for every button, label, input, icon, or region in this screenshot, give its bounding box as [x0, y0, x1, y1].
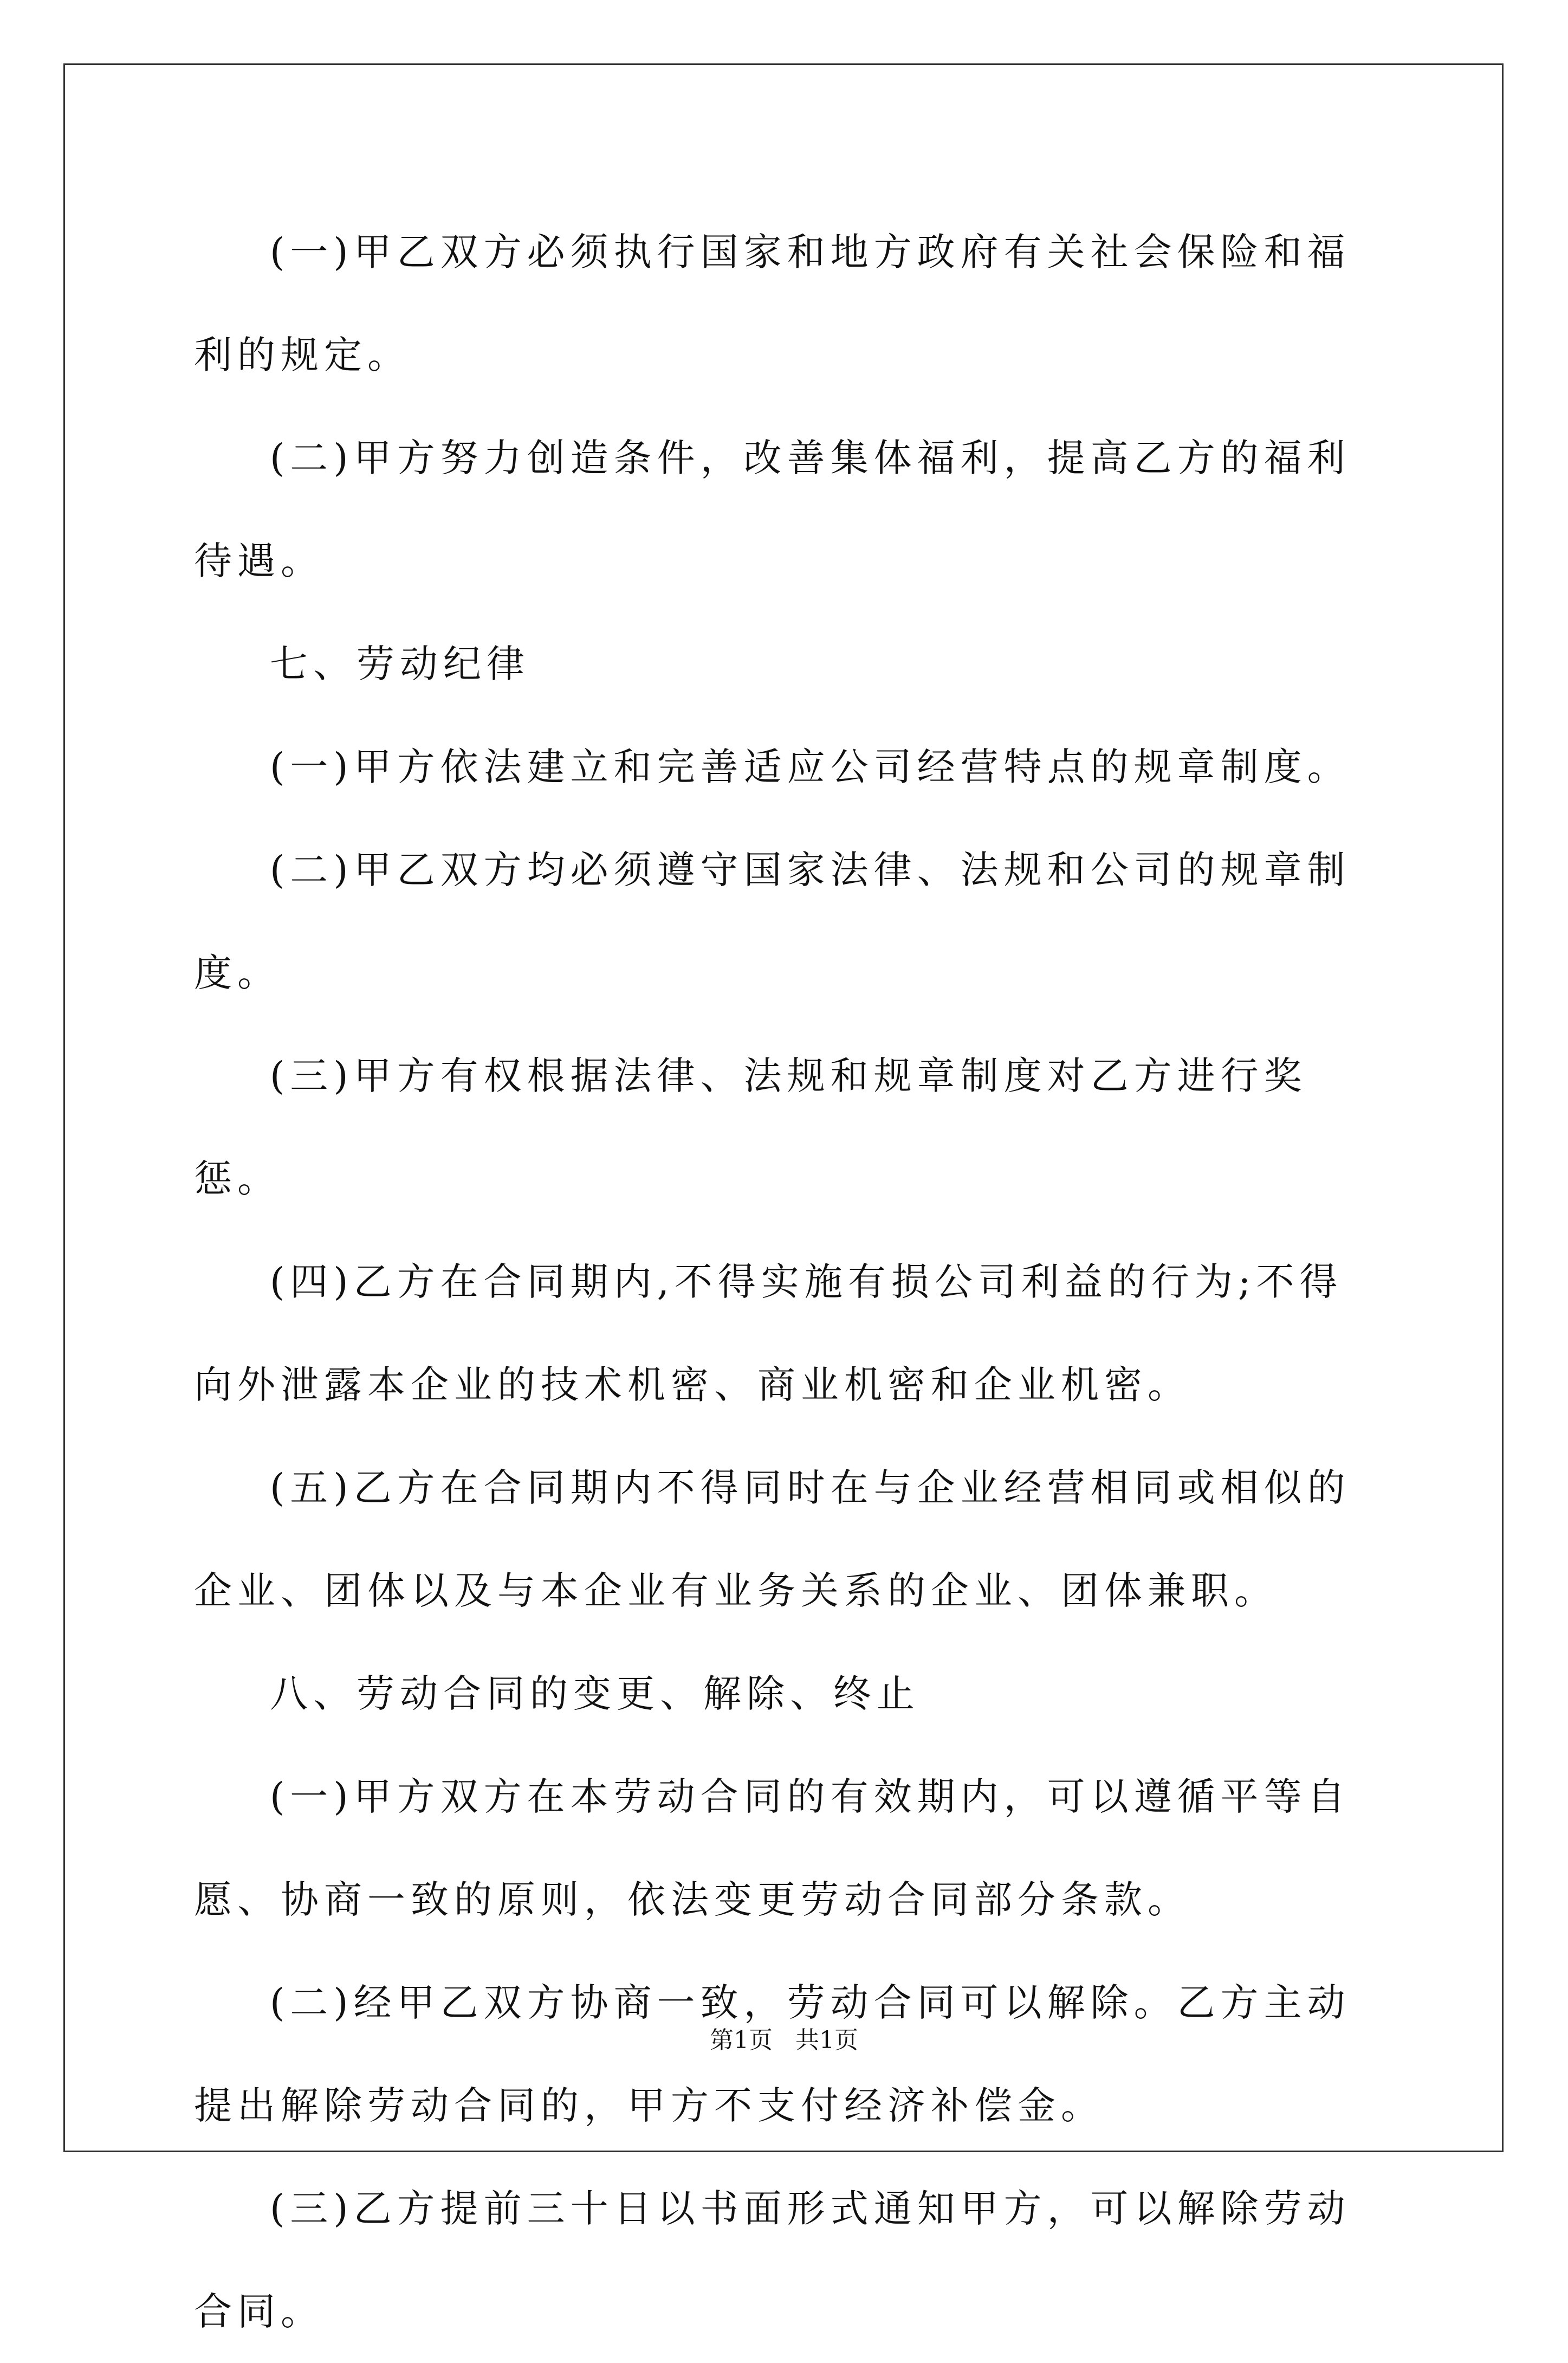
section-heading: 八、劳动合同的变更、解除、终止 — [270, 1671, 920, 1716]
page-footer — [0, 2024, 1568, 2057]
paragraph: (四)乙方在合同期内,不得实施有损公司利益的行为;不得向外泄露本企业的技术机密、商业机密和企业机密。 — [194, 1260, 1343, 1407]
paragraph: (二)甲乙双方均必须遵守国家法律、法规和公司的规章制度。 — [194, 848, 1351, 995]
paragraph: (五)乙方在合同期内不得同时在与企业经营相同或相似的企业、团体以及与本企业有业务关系的企业、团体兼职。 — [194, 1465, 1351, 1613]
page-number: 第1页 — [710, 2026, 773, 2054]
page-total: 共1页 — [795, 2026, 858, 2054]
paragraph: (一)甲方双方在本劳动合同的有效期内，可以遵循平等自愿、协商一致的原则，依法变更劳动合同部分条款。 — [194, 1774, 1351, 1922]
paragraph: (一)甲方依法建立和完善适应公司经营特点的规章制度。 — [270, 745, 1351, 789]
paragraph: (三)甲方有权根据法律、法规和规章制度对乙方进行奖惩。 — [194, 1054, 1307, 1201]
paragraph: (二)经甲乙双方协商一致，劳动合同可以解除。乙方主动提出解除劳动合同的，甲方不支付经济补偿金。 — [194, 1980, 1351, 2128]
paragraph: (二)甲方努力创造条件，改善集体福利，提高乙方的福利待遇。 — [194, 436, 1351, 583]
section-heading: 七、劳动纪律 — [270, 642, 530, 686]
paragraph: (三)乙方提前三十日以书面形式通知甲方，可以解除劳动合同。 — [194, 2186, 1351, 2334]
paragraph: (一)甲乙双方必须执行国家和地方政府有关社会保险和福利的规定。 — [194, 230, 1351, 377]
